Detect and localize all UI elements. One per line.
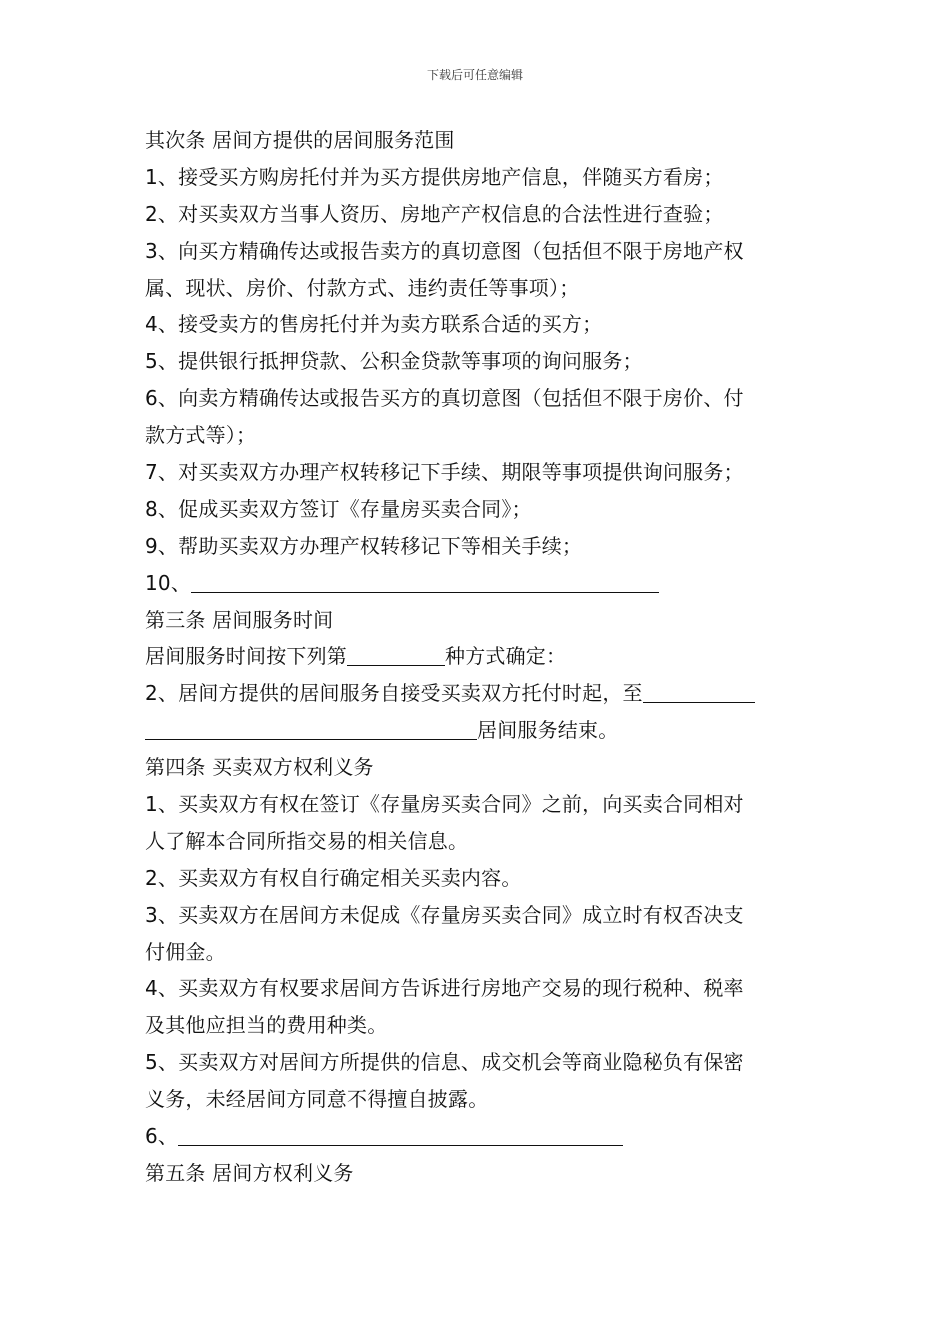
clause-line: 8、促成买卖双方签订《存量房买卖合同》； bbox=[145, 496, 532, 521]
clause-line: 4、买卖双方有权要求居间方告诉进行房地产交易的现行税种、税率 bbox=[145, 976, 744, 1001]
clause-line: 1、接受买方购房托付并为买方提供房地产信息，伴随买方看房； bbox=[145, 164, 724, 189]
clause-line: 4、接受卖方的售房托付并为卖方联系合适的买方； bbox=[145, 312, 603, 337]
fill-in-blank[interactable] bbox=[178, 1124, 623, 1146]
clause-line: 3、买卖双方在居间方未促成《存量房买卖合同》成立时有权否决支 bbox=[145, 902, 744, 927]
clause-line: 款方式等）； bbox=[145, 423, 257, 448]
section-title-2: 其次条 居间方提供的居间服务范围 bbox=[145, 128, 455, 152]
fill-in-blank[interactable] bbox=[145, 718, 477, 740]
clause-line: 3、向买方精确传达或报告卖方的真切意图（包括但不限于房地产权 bbox=[145, 238, 744, 263]
contract-body bbox=[145, 122, 815, 1192]
section-title-4: 第四条 买卖双方权利义务 bbox=[145, 755, 374, 780]
page-header: 下载后可任意编辑 bbox=[426, 68, 523, 82]
clause-line: 9、帮助买卖双方办理产权转移记下等相关手续； bbox=[145, 533, 583, 558]
clause-line: 6、向卖方精确传达或报告买方的真切意图（包括但不限于房价、付 bbox=[145, 386, 744, 411]
clause-number: 10、 bbox=[145, 570, 192, 595]
clause-line-blank bbox=[145, 675, 815, 712]
clause-line-blank bbox=[145, 712, 815, 749]
clause-line: 义务，未经居间方同意不得擅自披露。 bbox=[145, 1087, 489, 1112]
clause-line-blank bbox=[145, 1118, 815, 1155]
fill-in-blank[interactable] bbox=[643, 681, 755, 703]
clause-line: 7、对买卖双方办理产权转移记下手续、期限等事项提供询问服务； bbox=[145, 460, 744, 485]
clause-line: 付佣金。 bbox=[145, 939, 226, 964]
clause-line-blank bbox=[145, 565, 815, 602]
clause-line: 人了解本合同所指交易的相关信息。 bbox=[145, 828, 469, 853]
clause-text: 居间服务时间按下列第 bbox=[145, 644, 347, 669]
clause-number: 6、 bbox=[145, 1124, 179, 1149]
fill-in-blank[interactable] bbox=[191, 571, 659, 593]
fill-in-blank[interactable] bbox=[347, 644, 445, 666]
section-title-5: 第五条 居间方权利义务 bbox=[145, 1160, 354, 1185]
clause-line: 1、买卖双方有权在签订《存量房买卖合同》之前，向买卖合同相对 bbox=[145, 792, 744, 817]
clause-line: 5、提供银行抵押贷款、公积金贷款等事项的询问服务； bbox=[145, 349, 643, 374]
clause-line: 2、对买卖双方当事人资历、房地产产权信息的合法性进行查验； bbox=[145, 201, 724, 226]
clause-line: 及其他应担当的费用种类。 bbox=[145, 1013, 388, 1038]
section-title-3: 第三条 居间服务时间 bbox=[145, 607, 334, 632]
clause-text: 居间服务结束。 bbox=[477, 718, 619, 743]
clause-line: 属、现状、房价、付款方式、违约责任等事项）； bbox=[145, 275, 580, 300]
clause-text: 2、居间方提供的居间服务自接受买卖双方托付时起，至 bbox=[145, 681, 643, 706]
clause-line: 2、买卖双方有权自行确定相关买卖内容。 bbox=[145, 865, 522, 890]
clause-line-blank bbox=[145, 638, 815, 675]
clause-line: 5、买卖双方对居间方所提供的信息、成交机会等商业隐秘负有保密 bbox=[145, 1050, 744, 1075]
clause-text: 种方式确定： bbox=[445, 644, 567, 669]
